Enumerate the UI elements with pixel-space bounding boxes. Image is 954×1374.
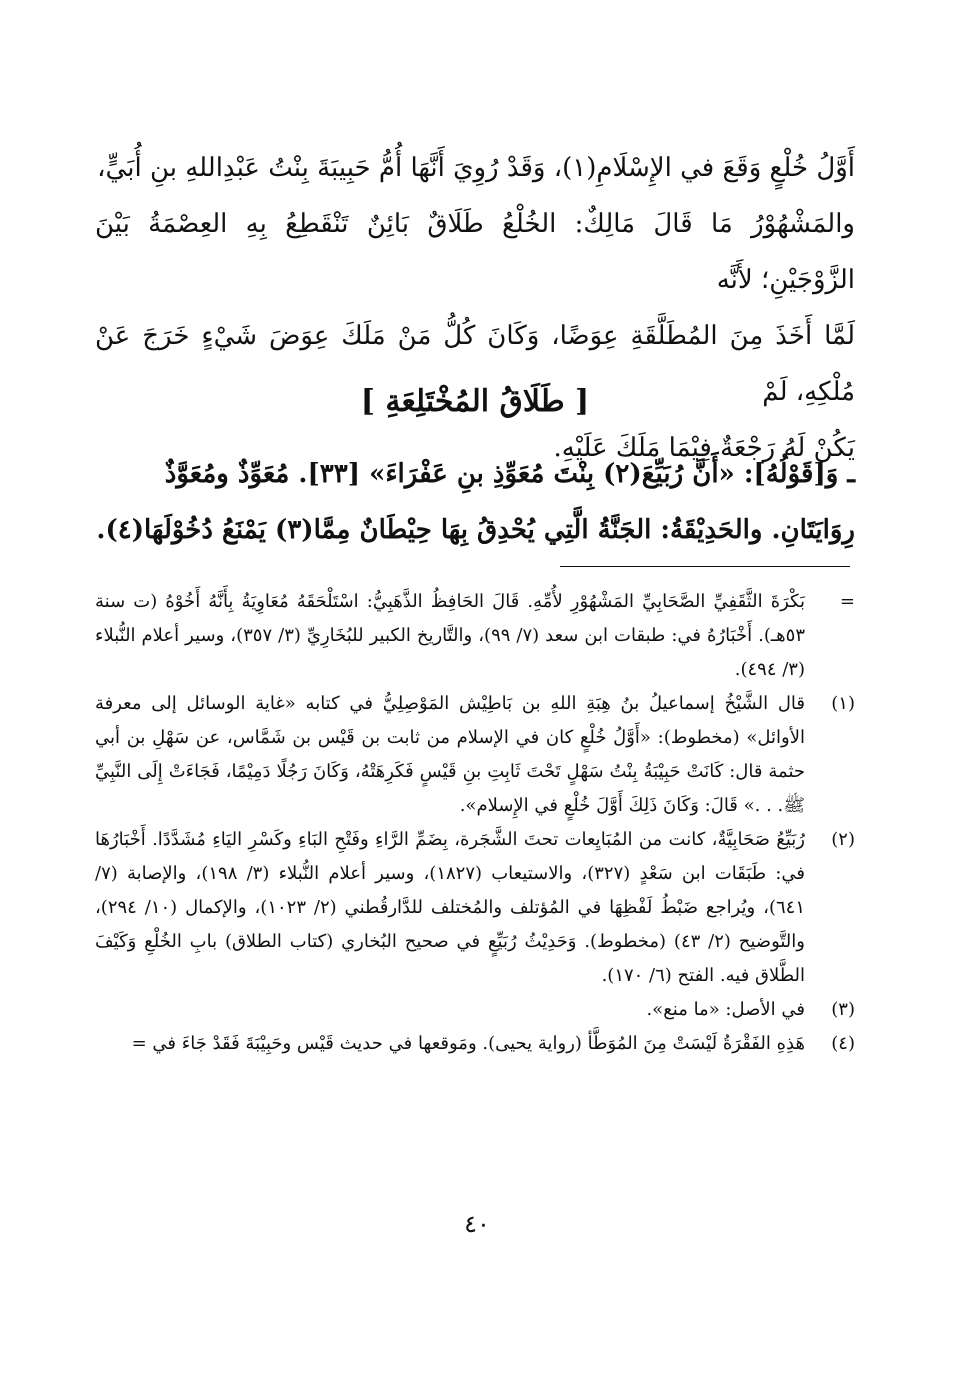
footnote xyxy=(95,687,855,823)
main-text-line: لَمَّا أَخَذَ مِنَ المُطَلَّقَةِ عِوَضًا، وَكَانَ كُلُّ مَنْ مَلَكَ عِوَضَ شَيْءٍ خَرَجَ عَنْ مُلْكِهِ، لَمْ xyxy=(95,321,855,407)
footnote-number: (٣) xyxy=(831,999,855,1020)
main-text-line: والمَشْهُوْرُ مَا قَالَ مَالِكٌ: الخُلْعُ طَلَاقٌ بَائِنٌ تَنْقَطِعُ بِهِ العِصْمَةُ بَيْنَ الزَّوْجَيْنِ؛ لأَنَّه xyxy=(95,209,855,295)
footnote-text: هَذِهِ الفَقْرَةُ لَيْسَتْ مِنَ المُوَطَّأ (رواية يحيى). ومَوقعها في حديث قَيْس وحَبِيْبَةَ فَقَدْ جَاءَ في = xyxy=(131,1033,805,1054)
section-heading: [ طَلَاقُ المُخْتَلِعَةِ ] xyxy=(360,384,590,419)
footnote xyxy=(95,1027,855,1061)
footnote-number: (٢) xyxy=(831,829,855,850)
footnote-separator xyxy=(560,566,850,567)
footnote-text: في الأصل: «ما منع». xyxy=(646,999,805,1020)
footnote-text: رُبَيِّعُ صَحَابِيَّةٌ، كانت من المُبَايِعات تحتَ الشَّجَرة، بِضَمِّ الرَّاءِ وفَتْحِ البَاءِ وكَسْرِ اليَاءِ مُشَدَّدًا. أَخْبَارُهَا في: طَبَقَات ابن سَعْدٍ (٣٢٧)، والاستيعاب (١٨٢٧)، وسير أعلام النُّبلاء (٣/ ١٩٨)، والإصابة (٧/ ٦٤١)، ويُراجع ضَبْطُ لَفْظِهَا في المُؤتلف والمُختلف للدَّارقُطني (٢/ ١٠٢٣)، والإكمال (١٠/ ٢٩٤)، والتَّوضيح (٢/ ٤٣) (مخطوط). وَحَدِيْثُ رُبَيِّعٍ في صحيح البُخاري (كتاب الطلاق) بابِ الخُلْعِ وَكَيْفَ الطَّلاق فيه. الفتح (٦/ ١٧٠). xyxy=(95,829,805,986)
footnote-text: قال الشَّيْخُ إسماعيلُ بنُ هِبَةِ اللهِ بن بَاطِيْش المَوْصِلِيُّ في كتابه «غاية الوسائل إلى معرفة الأوائل» (مخطوط): «أَوَّلُ خُلْعٍ كان في الإسلام من ثابت بن قَيْس بن شَمَّاس، عن سَهْلِ بن أبي حثمة قال: كَانَتْ حَبِيْبَةُ بِنْتُ سَهْلٍ تَحْتَ ثَابِتِ بنِ قَيْسٍ فَكَرِهَتْهُ، وَكَانَ رَجُلًا دَمِيْمًا، فَجَاءَتْ إِلَى النَّبِيِّ ﷺ. . .» قَالَ: وَكَانَ ذَلِكَ أَوَّلَ خُلْعٍ في الإِسلام». xyxy=(95,693,805,816)
footnote xyxy=(95,993,855,1027)
main-text-line: أَوَّلُ خُلْعٍ وَقَعَ في الإِسْلَامِ(١)، وَقَدْ رُوِيَ أَنَّهَا أُمُّ حَبِيبَةَ بِنْتُ عَبْدِاللهِ بنِ أُبَيٍّ، xyxy=(97,153,855,183)
footnote-number: = xyxy=(839,591,855,612)
footnote-number: (٤) xyxy=(831,1033,855,1054)
matn-text xyxy=(95,446,855,558)
footnote-number: (١) xyxy=(831,693,855,714)
matn-line: ـ وَ[قَوْلُهُ]: «أَنَّ رُبَيِّعَ(٢) بِنْتَ مُعَوِّذِ بنِ عَفْرَاءَ» [٣٣]. مُعَوِّذٌ ومُعَوَّذٌ xyxy=(164,459,855,489)
main-text-line: يَكُنْ لَهُ رَجْعَةٌ فِيْمَا مَلَكَ عَلَيْهِ. xyxy=(553,433,855,463)
footnote xyxy=(95,823,855,993)
footnote xyxy=(95,585,855,687)
footnotes xyxy=(95,585,855,1061)
footnote-text: بَكْرَةَ الثَّقَفِيِّ الصَّحَابِيِّ المَشْهُوْرِ لأُمِّهِ. قَالَ الحَافِظُ الذَّهَبِيُّ: اسْتَلْحَقَهُ مُعَاوِيَةُ بِأَنَّهُ أَخُوْهُ (ت سنة ٥٣هـ). أَخْبَارُهُ في: طبقات ابن سعد (٧/ ٩٩)، والتَّاريخ الكبير للبُخَارِيِّ (٣/ ٣٥٧)، وسير أعلام النُّبلاء (٣/ ٤٩٤). xyxy=(95,591,805,680)
page-number: ٤٠ xyxy=(464,1210,490,1238)
matn-line: رِوَايَتَانِ. والحَدِيْقَةُ: الجَنَّةُ الَّتِي يُحْدِقُ بِهَا حِيْطَانٌ مِمَّا(٣) يَمْنَعُ دُخُوْلَهَا(٤). xyxy=(96,515,855,545)
